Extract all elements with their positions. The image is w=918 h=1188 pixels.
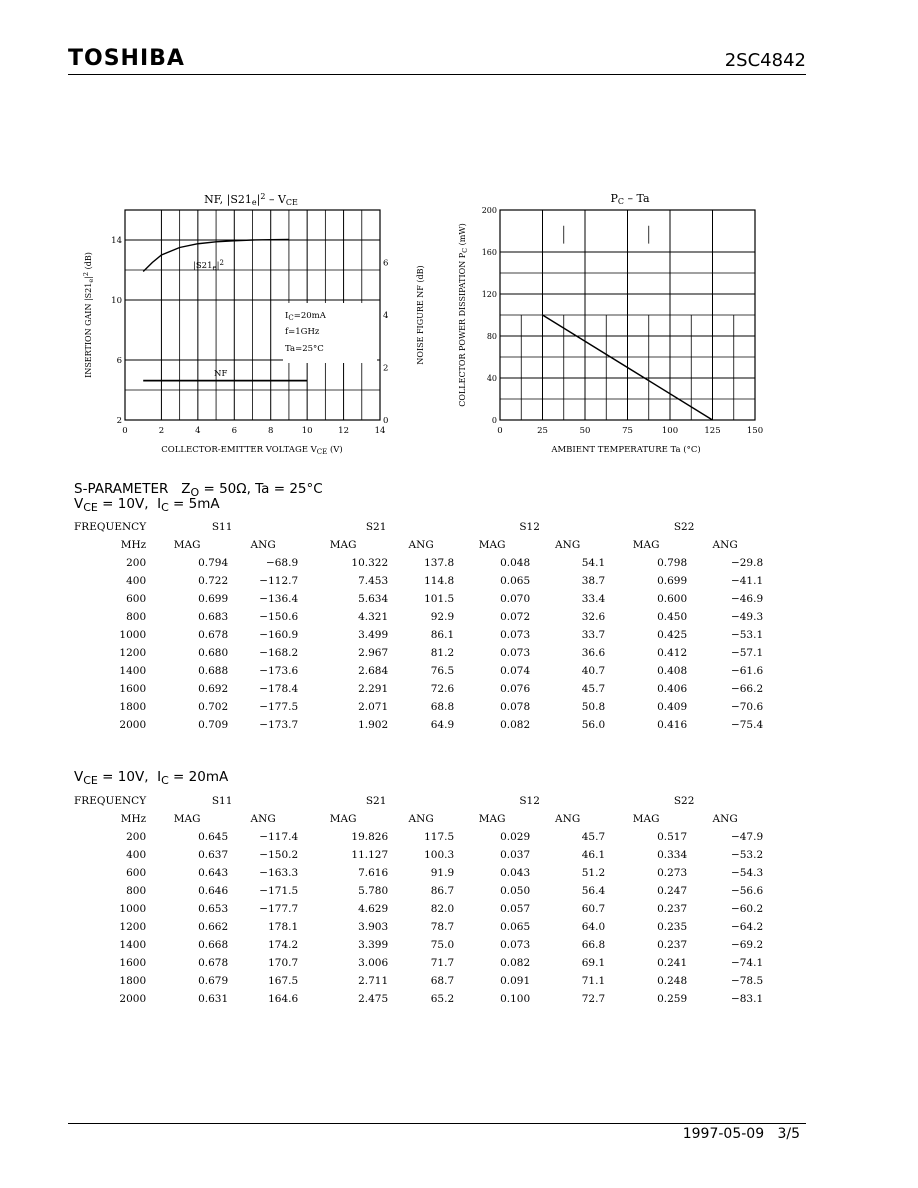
table-row [74, 990, 763, 1008]
chart1-y-tick-label-right: 0 [383, 416, 389, 426]
table-row [74, 572, 763, 590]
table-cell: 0.688 [198, 665, 229, 677]
table-cell: −70.6 [730, 701, 764, 713]
chart1-y-tick-label-left: 6 [116, 356, 122, 366]
table-cell: 0.653 [198, 903, 229, 915]
table-cell: 72.7 [581, 993, 606, 1005]
table-cell: 1600 [119, 683, 147, 695]
table-row [74, 590, 763, 608]
chart2-y-tick-label: 0 [491, 416, 497, 425]
table-subheader-cell: ANG [712, 813, 738, 825]
table-cell: −177.7 [259, 903, 299, 915]
chart1-y-tick-label-left: 14 [111, 236, 122, 246]
table-row [74, 864, 763, 882]
table-cell: 1400 [119, 939, 147, 951]
table-cell: 0.247 [657, 885, 688, 897]
table-cell: 0.072 [500, 611, 531, 623]
chart1-y-tick-label-left: 10 [111, 296, 122, 306]
table-cell: 91.9 [430, 867, 455, 879]
chart1-x-tick-label: 14 [374, 426, 386, 436]
table-cell: 0.416 [657, 719, 688, 731]
chart1-x-tick-label: 0 [122, 426, 128, 436]
table-cell: 0.450 [657, 611, 688, 623]
table-header-cell: FREQUENCY [74, 521, 147, 533]
table-row [74, 626, 763, 644]
table-cell: 0.702 [198, 701, 229, 713]
table-cell: 2.967 [358, 647, 389, 659]
chart1-y-tick-label-left: 2 [116, 416, 122, 426]
table-cell: 0.668 [198, 939, 229, 951]
table-subheader-cell: MAG [173, 813, 201, 825]
chart2-x-tick-label: 25 [537, 426, 548, 436]
table-cell: 3.903 [358, 921, 389, 933]
table-cell: 54.1 [581, 557, 606, 569]
header-rule [68, 74, 806, 75]
chart1-y-tick-label-right: 6 [383, 258, 389, 269]
table-cell: 0.722 [198, 575, 229, 587]
table-cell: 82.0 [430, 903, 455, 915]
chart1-title: NF, $|S21e|^2$ – VCE [204, 192, 298, 207]
table-cell: 78.7 [430, 921, 455, 933]
table-cell: 0.678 [198, 629, 229, 641]
table-cell: −178.4 [259, 683, 299, 695]
table-cell: 0.091 [500, 975, 531, 987]
table-cell: 200 [126, 557, 147, 569]
table-subheader-cell: MAG [329, 813, 357, 825]
table-cell: −117.4 [259, 831, 299, 843]
table-cell: 0.409 [657, 701, 688, 713]
table-subheader-cell: MAG [329, 539, 357, 551]
table-cell: 3.006 [358, 957, 389, 969]
table-cell: 0.794 [198, 557, 229, 569]
table-subheader-cell: MAG [478, 539, 506, 551]
table-header-groups [74, 518, 763, 536]
table-cell: 0.073 [500, 647, 531, 659]
table-cell: 0.709 [198, 719, 229, 731]
table-cell: −177.5 [259, 701, 299, 713]
table-cell: −68.9 [265, 557, 299, 569]
chart2-x-tick-label: 0 [497, 426, 503, 436]
table-cell: 32.6 [581, 611, 606, 623]
sparam-title-2: $V_{CE} = 10V$, $I_C = 20mA$ [74, 769, 229, 787]
table-cell: 0.235 [657, 921, 688, 933]
table-header-groups [74, 792, 763, 810]
table-cell: 56.0 [581, 719, 606, 731]
table-subheader-cell: MHz [120, 539, 147, 551]
chart2-x-tick-label: 100 [661, 426, 679, 436]
table-cell: −163.3 [259, 867, 299, 879]
table-cell: −83.1 [730, 993, 764, 1005]
chart1-x-tick-label: 6 [231, 426, 237, 436]
chart2-x-ticks [497, 426, 763, 436]
footer-date-page [683, 1126, 800, 1142]
table-row [74, 954, 763, 972]
table-cell: 100.3 [424, 849, 455, 861]
table-cell: 0.082 [500, 957, 531, 969]
table-cell: 65.2 [430, 993, 455, 1005]
table-cell: 0.037 [500, 849, 531, 861]
table-subheader-cell: MAG [632, 813, 660, 825]
table-cell: 2.711 [358, 975, 389, 987]
chart2-xlabel: AMBIENT TEMPERATURE Ta (°C) [551, 445, 701, 455]
table-cell: −29.8 [730, 557, 764, 569]
table-cell: 0.798 [657, 557, 688, 569]
table-cell: −56.6 [730, 885, 764, 897]
table-cell: 0.259 [657, 993, 688, 1005]
chart2-y-tick-label: 40 [486, 374, 497, 383]
table-cell: 0.237 [657, 939, 688, 951]
table-row [74, 900, 763, 918]
table-subheader-cell: ANG [250, 539, 276, 551]
chart1-y-tick-label-right: 4 [383, 311, 389, 321]
table-cell: 174.2 [268, 939, 299, 951]
table-cell: 3.499 [358, 629, 389, 641]
chart2-x-tick-label: 150 [746, 426, 764, 436]
toshiba-logo: TOSHIBA [68, 46, 185, 71]
table-cell: −75.4 [730, 719, 764, 731]
table-cell: 7.453 [358, 575, 389, 587]
table-cell: 0.699 [198, 593, 229, 605]
table-cell: 1000 [119, 903, 147, 915]
table-cell: 164.6 [268, 993, 299, 1005]
table-subheader-cell: ANG [408, 813, 434, 825]
table-cell: 600 [126, 867, 147, 879]
table-cell: 0.643 [198, 867, 229, 879]
table-cell: 76.5 [430, 665, 455, 677]
table-cell: 800 [126, 885, 147, 897]
table-cell: 2.475 [358, 993, 389, 1005]
table-cell: 38.7 [581, 575, 606, 587]
table-cell: 0.078 [500, 701, 531, 713]
table-cell: −136.4 [259, 593, 299, 605]
table-cell: 0.425 [657, 629, 688, 641]
table-cell: 3.399 [358, 939, 389, 951]
table-cell: 4.629 [358, 903, 389, 915]
table-cell: 0.406 [657, 683, 688, 695]
table-cell: 0.248 [657, 975, 688, 987]
footer-rule [68, 1123, 806, 1124]
table-cell: 0.073 [500, 939, 531, 951]
chart1-ann-f: f=1GHz [285, 327, 320, 337]
table-header-cell: S11 [211, 521, 233, 533]
table-cell: 1600 [119, 957, 147, 969]
table-cell: 0.065 [500, 921, 531, 933]
table-row [74, 698, 763, 716]
table-row [74, 918, 763, 936]
chart2-ylabel: COLLECTOR POWER DISSIPATION $P_C$ (mW) [458, 223, 469, 407]
table-row [74, 644, 763, 662]
table-cell: 1200 [119, 921, 147, 933]
table-cell: 36.6 [581, 647, 606, 659]
table-cell: −46.9 [730, 593, 764, 605]
table-cell: 71.1 [581, 975, 606, 987]
table-cell: 0.082 [500, 719, 531, 731]
table-cell: 0.683 [198, 611, 229, 623]
chart1-x-tick-label: 12 [338, 426, 349, 436]
chart1-series-label-s21: $|S21_e|^2$ [193, 259, 225, 272]
footer-date: 1997-05-09 [682, 1126, 765, 1142]
table-cell: 4.321 [358, 611, 389, 623]
table-cell: 72.6 [430, 683, 455, 695]
table-cell: 1800 [119, 975, 147, 987]
table-cell: 117.5 [424, 831, 455, 843]
table-header-cell: FREQUENCY [74, 795, 147, 807]
table-subheader-cell: MAG [478, 813, 506, 825]
table-cell: 0.645 [198, 831, 229, 843]
table-cell: 0.600 [657, 593, 688, 605]
table-cell: 45.7 [581, 683, 606, 695]
table-cell: 0.334 [657, 849, 688, 861]
table-cell: 60.7 [581, 903, 606, 915]
chart1-xlabel: COLLECTOR-EMITTER VOLTAGE $V_{CE}$ (V) [161, 445, 343, 456]
chart1-y-ticks-left [111, 236, 122, 426]
table-cell: 137.8 [424, 557, 455, 569]
table-row [74, 662, 763, 680]
table-cell: 33.7 [581, 629, 606, 641]
table-subheader-cell: MHz [120, 813, 147, 825]
chart1-series [143, 239, 307, 380]
chart1-series-label-nf: NF [214, 369, 228, 379]
table-subheader-cell: ANG [250, 813, 276, 825]
sparam-table-5ma [74, 518, 763, 734]
table-cell: 86.7 [430, 885, 455, 897]
table-cell: −57.1 [730, 647, 764, 659]
table-cell: 0.680 [198, 647, 229, 659]
table-cell: 400 [126, 575, 147, 587]
table-cell: −64.2 [730, 921, 764, 933]
table-cell: 0.029 [500, 831, 531, 843]
table-cell: −112.7 [259, 575, 299, 587]
table-cell: −53.1 [730, 629, 764, 641]
table-cell: −150.6 [259, 611, 299, 623]
table-cell: 400 [126, 849, 147, 861]
table-cell: −173.7 [259, 719, 299, 731]
table-row [74, 936, 763, 954]
table-subheader-cell: MAG [632, 539, 660, 551]
table-cell: −160.9 [259, 629, 299, 641]
table-cell: −173.6 [259, 665, 299, 677]
chart1-x-ticks [122, 426, 385, 436]
table-cell: 33.4 [581, 593, 606, 605]
table-cell: −168.2 [259, 647, 299, 659]
table-row [74, 680, 763, 698]
table-cell: 68.8 [430, 701, 455, 713]
table-cell: 1.902 [358, 719, 389, 731]
table-cell: 86.1 [430, 629, 455, 641]
table-cell: 0.699 [657, 575, 688, 587]
table-cell: 92.9 [430, 611, 455, 623]
table-cell: 19.826 [351, 831, 389, 843]
table-subheader-cell: ANG [408, 539, 434, 551]
table-cell: −49.3 [730, 611, 764, 623]
table-cell: 0.048 [500, 557, 531, 569]
table-cell: 1400 [119, 665, 147, 677]
table-cell: 2000 [119, 719, 147, 731]
table-cell: −66.2 [730, 683, 764, 695]
chart2-y-tick-label: 200 [481, 206, 497, 215]
table-subheader-cell: ANG [712, 539, 738, 551]
table-cell: 0.237 [657, 903, 688, 915]
table-cell: 600 [126, 593, 147, 605]
part-number: 2SC4842 [724, 50, 806, 71]
chart1-x-tick-label: 8 [268, 426, 274, 436]
table-cell: 11.127 [351, 849, 389, 861]
chart2-x-tick-label: 75 [622, 426, 633, 436]
table-cell: 0.057 [500, 903, 531, 915]
table-row [74, 554, 763, 572]
table-cell: 2.684 [358, 665, 389, 677]
table-cell: 5.780 [358, 885, 389, 897]
table-cell: 0.273 [657, 867, 688, 879]
table-cell: 56.4 [581, 885, 606, 897]
table-cell: 5.634 [358, 593, 389, 605]
table-cell: 170.7 [268, 957, 299, 969]
table-header-cell: S12 [519, 521, 540, 533]
table-cell: 0.050 [500, 885, 531, 897]
table-cell: 0.517 [657, 831, 688, 843]
table-cell: 66.8 [581, 939, 606, 951]
table-subheader-cell: MAG [173, 539, 201, 551]
table-header-subcols [74, 810, 763, 828]
table-cell: 64.9 [430, 719, 455, 731]
table-cell: −74.1 [730, 957, 764, 969]
table-cell: 0.646 [198, 885, 229, 897]
table-cell: 1200 [119, 647, 147, 659]
table-cell: 0.692 [198, 683, 229, 695]
table-cell: 1800 [119, 701, 147, 713]
table-header-cell: S22 [673, 795, 695, 807]
table-cell: 0.408 [657, 665, 688, 677]
table-cell: 800 [126, 611, 147, 623]
table-cell: 10.322 [351, 557, 389, 569]
chart2-y-ticks [482, 206, 497, 425]
chart1-y-ticks-right [383, 259, 388, 427]
chart-pc-ta [450, 185, 770, 455]
table-cell: 0.076 [500, 683, 531, 695]
chart-nf-s21-vce [60, 185, 425, 456]
table-cell: 0.074 [500, 665, 531, 677]
table-row [74, 608, 763, 626]
table-cell: 0.637 [198, 849, 229, 861]
table-cell: 0.100 [500, 993, 531, 1005]
table-row [74, 972, 763, 990]
table-row [74, 882, 763, 900]
table-cell: 50.8 [581, 701, 606, 713]
chart2-y-tick-label: 120 [481, 290, 497, 299]
table-cell: 45.7 [581, 831, 606, 843]
table-cell: 2.291 [358, 683, 389, 695]
table-cell: 0.070 [500, 593, 531, 605]
table-cell: 68.7 [430, 975, 455, 987]
table-cell: −53.2 [730, 849, 764, 861]
table-cell: 2000 [119, 993, 147, 1005]
chart2-x-tick-label: 125 [704, 426, 721, 436]
table-subheader-cell: ANG [555, 539, 581, 551]
table-cell: −61.6 [730, 665, 764, 677]
table-header-cell: S11 [211, 795, 233, 807]
table-header-cell: S22 [673, 521, 695, 533]
chart1-x-tick-label: 4 [195, 426, 201, 436]
chart1-ylabel-right: NOISE FIGURE NF (dB) [416, 265, 425, 365]
table-cell: 114.8 [424, 575, 455, 587]
table-cell: −150.2 [259, 849, 299, 861]
chart2-y-tick-label: 160 [481, 248, 497, 257]
table-cell: 0.662 [198, 921, 229, 933]
table-cell: −47.9 [730, 831, 764, 843]
table-row [74, 716, 763, 734]
table-cell: 40.7 [581, 665, 606, 677]
table-header-cell: S21 [365, 521, 387, 533]
table-row [74, 828, 763, 846]
table-cell: 101.5 [424, 593, 455, 605]
table-cell: −171.5 [259, 885, 299, 897]
table-row [74, 846, 763, 864]
chart2-title: PC – Ta [610, 192, 650, 206]
table-cell: 0.679 [198, 975, 229, 987]
chart1-ann-ic: $I_C=20mA$ [285, 311, 326, 322]
table-cell: 178.1 [268, 921, 299, 933]
table-cell: −41.1 [730, 575, 764, 587]
table-cell: 167.5 [268, 975, 299, 987]
chart1-ylabel-left: INSERTION GAIN $|S21_e|^2$ (dB) [82, 252, 95, 378]
table-cell: −60.2 [730, 903, 764, 915]
chart1-y-tick-label-right: 2 [383, 363, 389, 374]
table-cell: 46.1 [581, 849, 606, 861]
footer-page: 3/5 [777, 1126, 800, 1142]
table-header-cell: S21 [365, 795, 387, 807]
table-cell: 64.0 [581, 921, 606, 933]
table-cell: 75.0 [430, 939, 455, 951]
sparam-table-20ma [74, 792, 763, 1008]
chart1-ann-ta: Ta=25°C [285, 344, 324, 354]
chart2-y-tick-label: 80 [486, 332, 497, 341]
table-cell: 0.241 [657, 957, 688, 969]
chart1-x-tick-label: 10 [301, 426, 313, 436]
table-cell: 69.1 [581, 957, 606, 969]
chart1-x-tick-label: 2 [158, 426, 165, 436]
table-subheader-cell: ANG [555, 813, 581, 825]
table-cell: −69.2 [730, 939, 764, 951]
table-cell: 0.043 [500, 867, 531, 879]
table-cell: 1000 [119, 629, 147, 641]
table-cell: 51.2 [581, 867, 606, 879]
table-header-cell: S12 [519, 795, 540, 807]
table-cell: 0.631 [198, 993, 229, 1005]
table-cell: 0.678 [198, 957, 229, 969]
table-cell: 0.065 [500, 575, 531, 587]
table-cell: 81.2 [430, 647, 455, 659]
sparam-title-1: S-PARAMETER $Z_O = 50\Omega$, Ta = 25°C $V_{CE} = 10V$, $I_C = 5mA$ [74, 481, 323, 514]
chart2-x-tick-label: 50 [579, 426, 591, 436]
table-cell: −54.3 [730, 867, 764, 879]
table-cell: 0.412 [657, 647, 688, 659]
table-cell: 200 [126, 831, 147, 843]
chart2-grid [500, 210, 755, 420]
table-cell: 7.616 [358, 867, 389, 879]
table-cell: 71.7 [430, 957, 455, 969]
table-cell: 0.073 [500, 629, 531, 641]
table-cell: 2.071 [358, 701, 389, 713]
table-header-subcols [74, 536, 763, 554]
table-cell: −78.5 [730, 975, 764, 987]
